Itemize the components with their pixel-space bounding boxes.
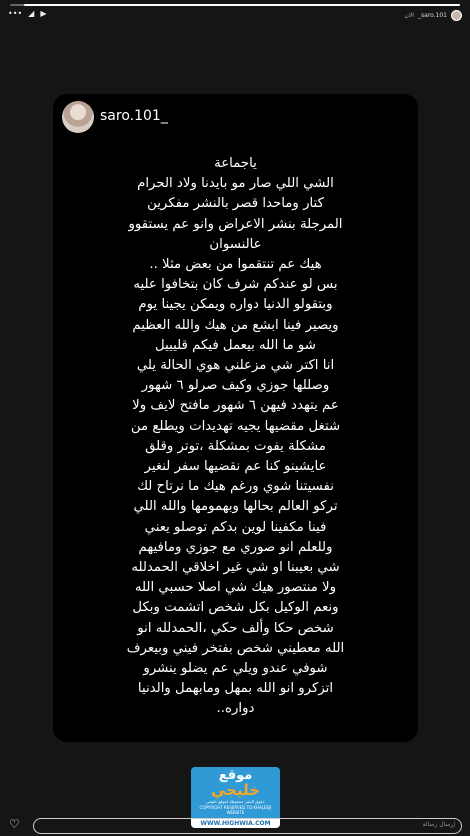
story-time: الان xyxy=(404,12,414,19)
post-text-line: المرجلة بنشر الاعراض وانو عم يستقوو xyxy=(128,216,343,232)
post-text-line: ويصير فينا ابشع من هيك والله العظيم xyxy=(132,317,339,333)
reply-input[interactable] xyxy=(33,818,462,834)
reply-placeholder: إرسال رسالة xyxy=(422,821,455,828)
post-text-line: وبتقولو الدنيا دواره ويمكن يجينا يوم xyxy=(138,297,333,313)
post-text-line: شخص حكا وألف حكي ،الحمدلله انو xyxy=(137,620,334,636)
post-text-line: بس لو عندكم شرف كان بتخافوا عليه xyxy=(133,277,338,293)
post-text-line: اتزكرو انو الله بمهل ومابهمل والدنيا xyxy=(137,681,334,697)
story-user[interactable] xyxy=(404,10,462,21)
post-text-line: شتغل مقضيها يجيه تهديدات ويطلع من xyxy=(130,418,341,434)
watermark-url: WWW.HIGHWIA.COM xyxy=(191,819,280,828)
story-header xyxy=(8,8,462,22)
post-text-line: انا اكتر شي مزعلني هوي الحالة يلي xyxy=(136,358,335,374)
watermark-note-ar: حقوق النشر محفوظة لموقع خليجي xyxy=(206,799,265,804)
post-text-line: عايشينو كنا عم نقضيها سفر لنغير xyxy=(144,459,327,475)
post-text-line: وصللها جوزي وكيف صرلو ٦ شهور xyxy=(141,378,330,394)
post-text-line: شوفي عندو ويلي عم يضلو ينشرو xyxy=(143,661,328,677)
post-text-line: ياجماعة xyxy=(214,156,257,171)
post-text-line: ولا منتصور هيك شي اصلا حسبي الله xyxy=(134,580,337,596)
pause-icon[interactable]: ▶ xyxy=(40,9,47,18)
story-controls xyxy=(8,9,46,19)
shared-post-card[interactable] xyxy=(53,94,418,742)
post-text-line: مشكلة يفوت بمشكلة ،توتر وقلق xyxy=(145,438,326,454)
heart-icon[interactable]: ♡ xyxy=(9,817,20,831)
post-text-line: هيك عم تنتقموا من بعض مثلا .. xyxy=(149,257,322,273)
post-text-line: الله معطيني شخص بفتخر فيني وبيعرف xyxy=(126,640,345,656)
story-progress xyxy=(10,4,460,6)
post-text-line: نفسيتنا شوي ورغم هيك ما نرتاح لك xyxy=(137,479,334,495)
post-text-line: شو ما الله بيعمل فيكم قليييل xyxy=(155,337,316,353)
story-username[interactable]: _saro.101 xyxy=(417,12,447,19)
watermark-note-en: COPYRIGHT RESERVED TO KHALEEJI WEBSITE xyxy=(199,805,272,815)
post-avatar[interactable] xyxy=(62,101,94,133)
post-text-line: تركو العالم بحالها وبهمومها والله اللي xyxy=(133,499,338,515)
avatar[interactable] xyxy=(451,10,462,21)
watermark-site: موقع xyxy=(218,768,253,783)
post-text-line: دواره.. xyxy=(216,701,255,717)
post-text-line: كتار وماحدا قصر بالنشر مفكرين xyxy=(147,196,324,212)
story-progress-fill xyxy=(24,4,461,6)
post-text-line: شي بعيبنا او شي غير اخلاقي الحمدلله xyxy=(131,560,340,576)
post-text xyxy=(53,154,418,720)
post-text-line: عالنسوان xyxy=(209,236,262,252)
more-icon[interactable]: ••• xyxy=(8,9,23,18)
post-username[interactable]: saro.101_ xyxy=(100,108,168,124)
mute-icon[interactable]: ◢ xyxy=(28,9,35,18)
post-text-line: عم يتهدد فيهن ٦ شهور مافتح لايف ولا xyxy=(132,398,339,414)
post-text-line: فينا مكفينا لوين بدكم توصلو يعني xyxy=(144,519,327,535)
watermark-brand: خليجي xyxy=(210,781,261,799)
post-text-line: الشي اللي صار مو بايدنا ولاد الحرام xyxy=(137,176,334,192)
post-text-line: وللعلم انو صوري مع جوزي ومافيهم xyxy=(138,539,333,555)
post-text-line: ونعم الوكيل بكل شخص اتشمت وبكل xyxy=(132,600,339,616)
